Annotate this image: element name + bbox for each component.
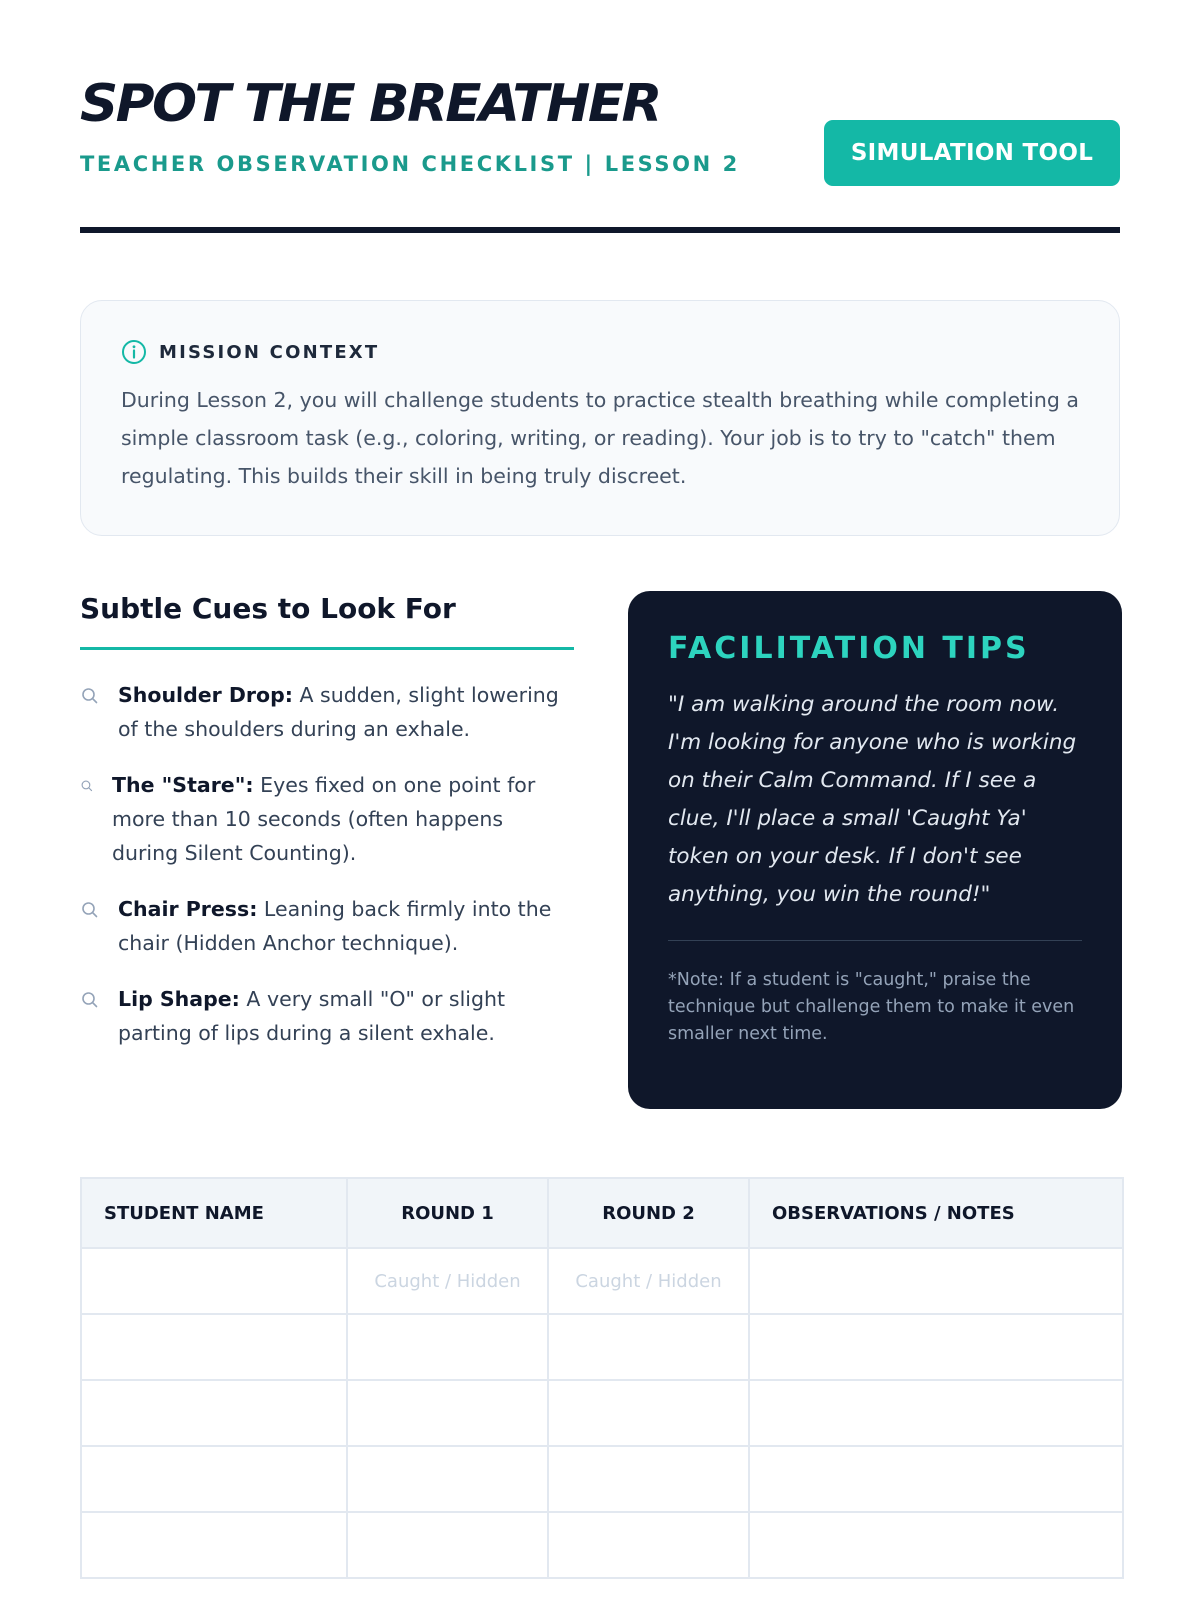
- list-item: [80, 768, 574, 870]
- page-subtitle: TEACHER OBSERVATION CHECKLIST | LESSON 2: [80, 152, 740, 176]
- round-2-cell[interactable]: [548, 1446, 749, 1512]
- column-header-round-1: ROUND 1: [347, 1178, 548, 1248]
- table-row: [81, 1380, 1123, 1446]
- header-divider: [80, 227, 1120, 233]
- student-name-cell[interactable]: [81, 1380, 347, 1446]
- round-1-cell[interactable]: [347, 1314, 548, 1380]
- cue-text: [118, 678, 574, 746]
- tips-quote: "I am walking around the room now. I'm looking for anyone who is working on their Calm Command. If I see a clue, I'll place a small 'Caught Ya' token on your desk. If I don't see anything, you win the round!": [668, 692, 1077, 907]
- table-row: [81, 1248, 1123, 1314]
- round-2-cell[interactable]: [548, 1380, 749, 1446]
- tips-note: *Note: If a student is "caught," praise the technique but challenge them to make it even smaller next time.: [668, 970, 1075, 1044]
- facilitation-tips-card: [628, 591, 1122, 1109]
- tips-title: FACILITATION TIPS: [668, 631, 1030, 666]
- round-1-cell[interactable]: [347, 1380, 548, 1446]
- column-header-notes: OBSERVATIONS / NOTES: [749, 1178, 1123, 1248]
- cue-desc: Eyes fixed on one point for more than 10 seconds (often happens during Silent Counting).: [112, 773, 536, 865]
- cue-term: Chair Press:: [118, 897, 258, 921]
- list-item: [80, 678, 574, 746]
- notes-cell[interactable]: [749, 1446, 1123, 1512]
- column-header-student-name: STUDENT NAME: [81, 1178, 347, 1248]
- student-name-cell[interactable]: [81, 1314, 347, 1380]
- round-2-cell[interactable]: [548, 1512, 749, 1578]
- mission-context-card: [80, 300, 1120, 536]
- cue-text: [118, 892, 574, 960]
- round-1-cell[interactable]: Caught / Hidden: [347, 1248, 548, 1314]
- round-1-cell[interactable]: [347, 1512, 548, 1578]
- cue-text: [118, 982, 574, 1050]
- cues-title: Subtle Cues to Look For: [80, 592, 574, 650]
- cue-term: Shoulder Drop:: [118, 683, 293, 707]
- list-item: [80, 982, 574, 1050]
- observation-table: [80, 1177, 1124, 1579]
- round-2-cell[interactable]: Caught / Hidden: [548, 1248, 749, 1314]
- mission-title: MISSION CONTEXT: [159, 341, 380, 363]
- list-item: [80, 892, 574, 960]
- notes-cell[interactable]: [749, 1380, 1123, 1446]
- table-row: [81, 1314, 1123, 1380]
- cue-list: [80, 678, 574, 1050]
- notes-cell[interactable]: [749, 1248, 1123, 1314]
- cue-desc: A very small "O" or slight parting of lips during a silent exhale.: [118, 987, 505, 1045]
- tips-divider: [668, 940, 1082, 941]
- cue-desc: A sudden, slight lowering of the shoulders during an exhale.: [118, 683, 559, 741]
- table-row: [81, 1446, 1123, 1512]
- student-name-cell[interactable]: [81, 1446, 347, 1512]
- table-row: [81, 1512, 1123, 1578]
- cue-term: Lip Shape:: [118, 987, 240, 1011]
- info-icon: [121, 339, 147, 365]
- student-name-cell[interactable]: [81, 1248, 347, 1314]
- cue-desc: Leaning back firmly into the chair (Hidden Anchor technique).: [118, 897, 552, 955]
- cue-term: The "Stare":: [112, 773, 254, 797]
- magnifier-icon: [80, 776, 94, 796]
- subtle-cues-section: [80, 592, 574, 1072]
- notes-cell[interactable]: [749, 1512, 1123, 1578]
- table-header-row: [81, 1178, 1123, 1248]
- round-2-cell[interactable]: [548, 1314, 749, 1380]
- student-name-cell[interactable]: [81, 1512, 347, 1578]
- cue-text: [112, 768, 574, 870]
- magnifier-icon: [80, 686, 100, 706]
- column-header-round-2: ROUND 2: [548, 1178, 749, 1248]
- round-1-cell[interactable]: [347, 1446, 548, 1512]
- mission-heading: [121, 339, 1079, 365]
- magnifier-icon: [80, 990, 100, 1010]
- page-title: SPOT THE BREATHER: [80, 74, 660, 134]
- notes-cell[interactable]: [749, 1314, 1123, 1380]
- simulation-tool-button[interactable]: SIMULATION TOOL: [824, 120, 1120, 186]
- mission-text: During Lesson 2, you will challenge students to practice stealth breathing while completing a simple classroom task (e.g., coloring, writing, or reading). Your job is to try to "catch" them regulating. This builds their skill in being truly discreet.: [121, 388, 1079, 488]
- page-header: [80, 74, 1120, 234]
- magnifier-icon: [80, 900, 100, 920]
